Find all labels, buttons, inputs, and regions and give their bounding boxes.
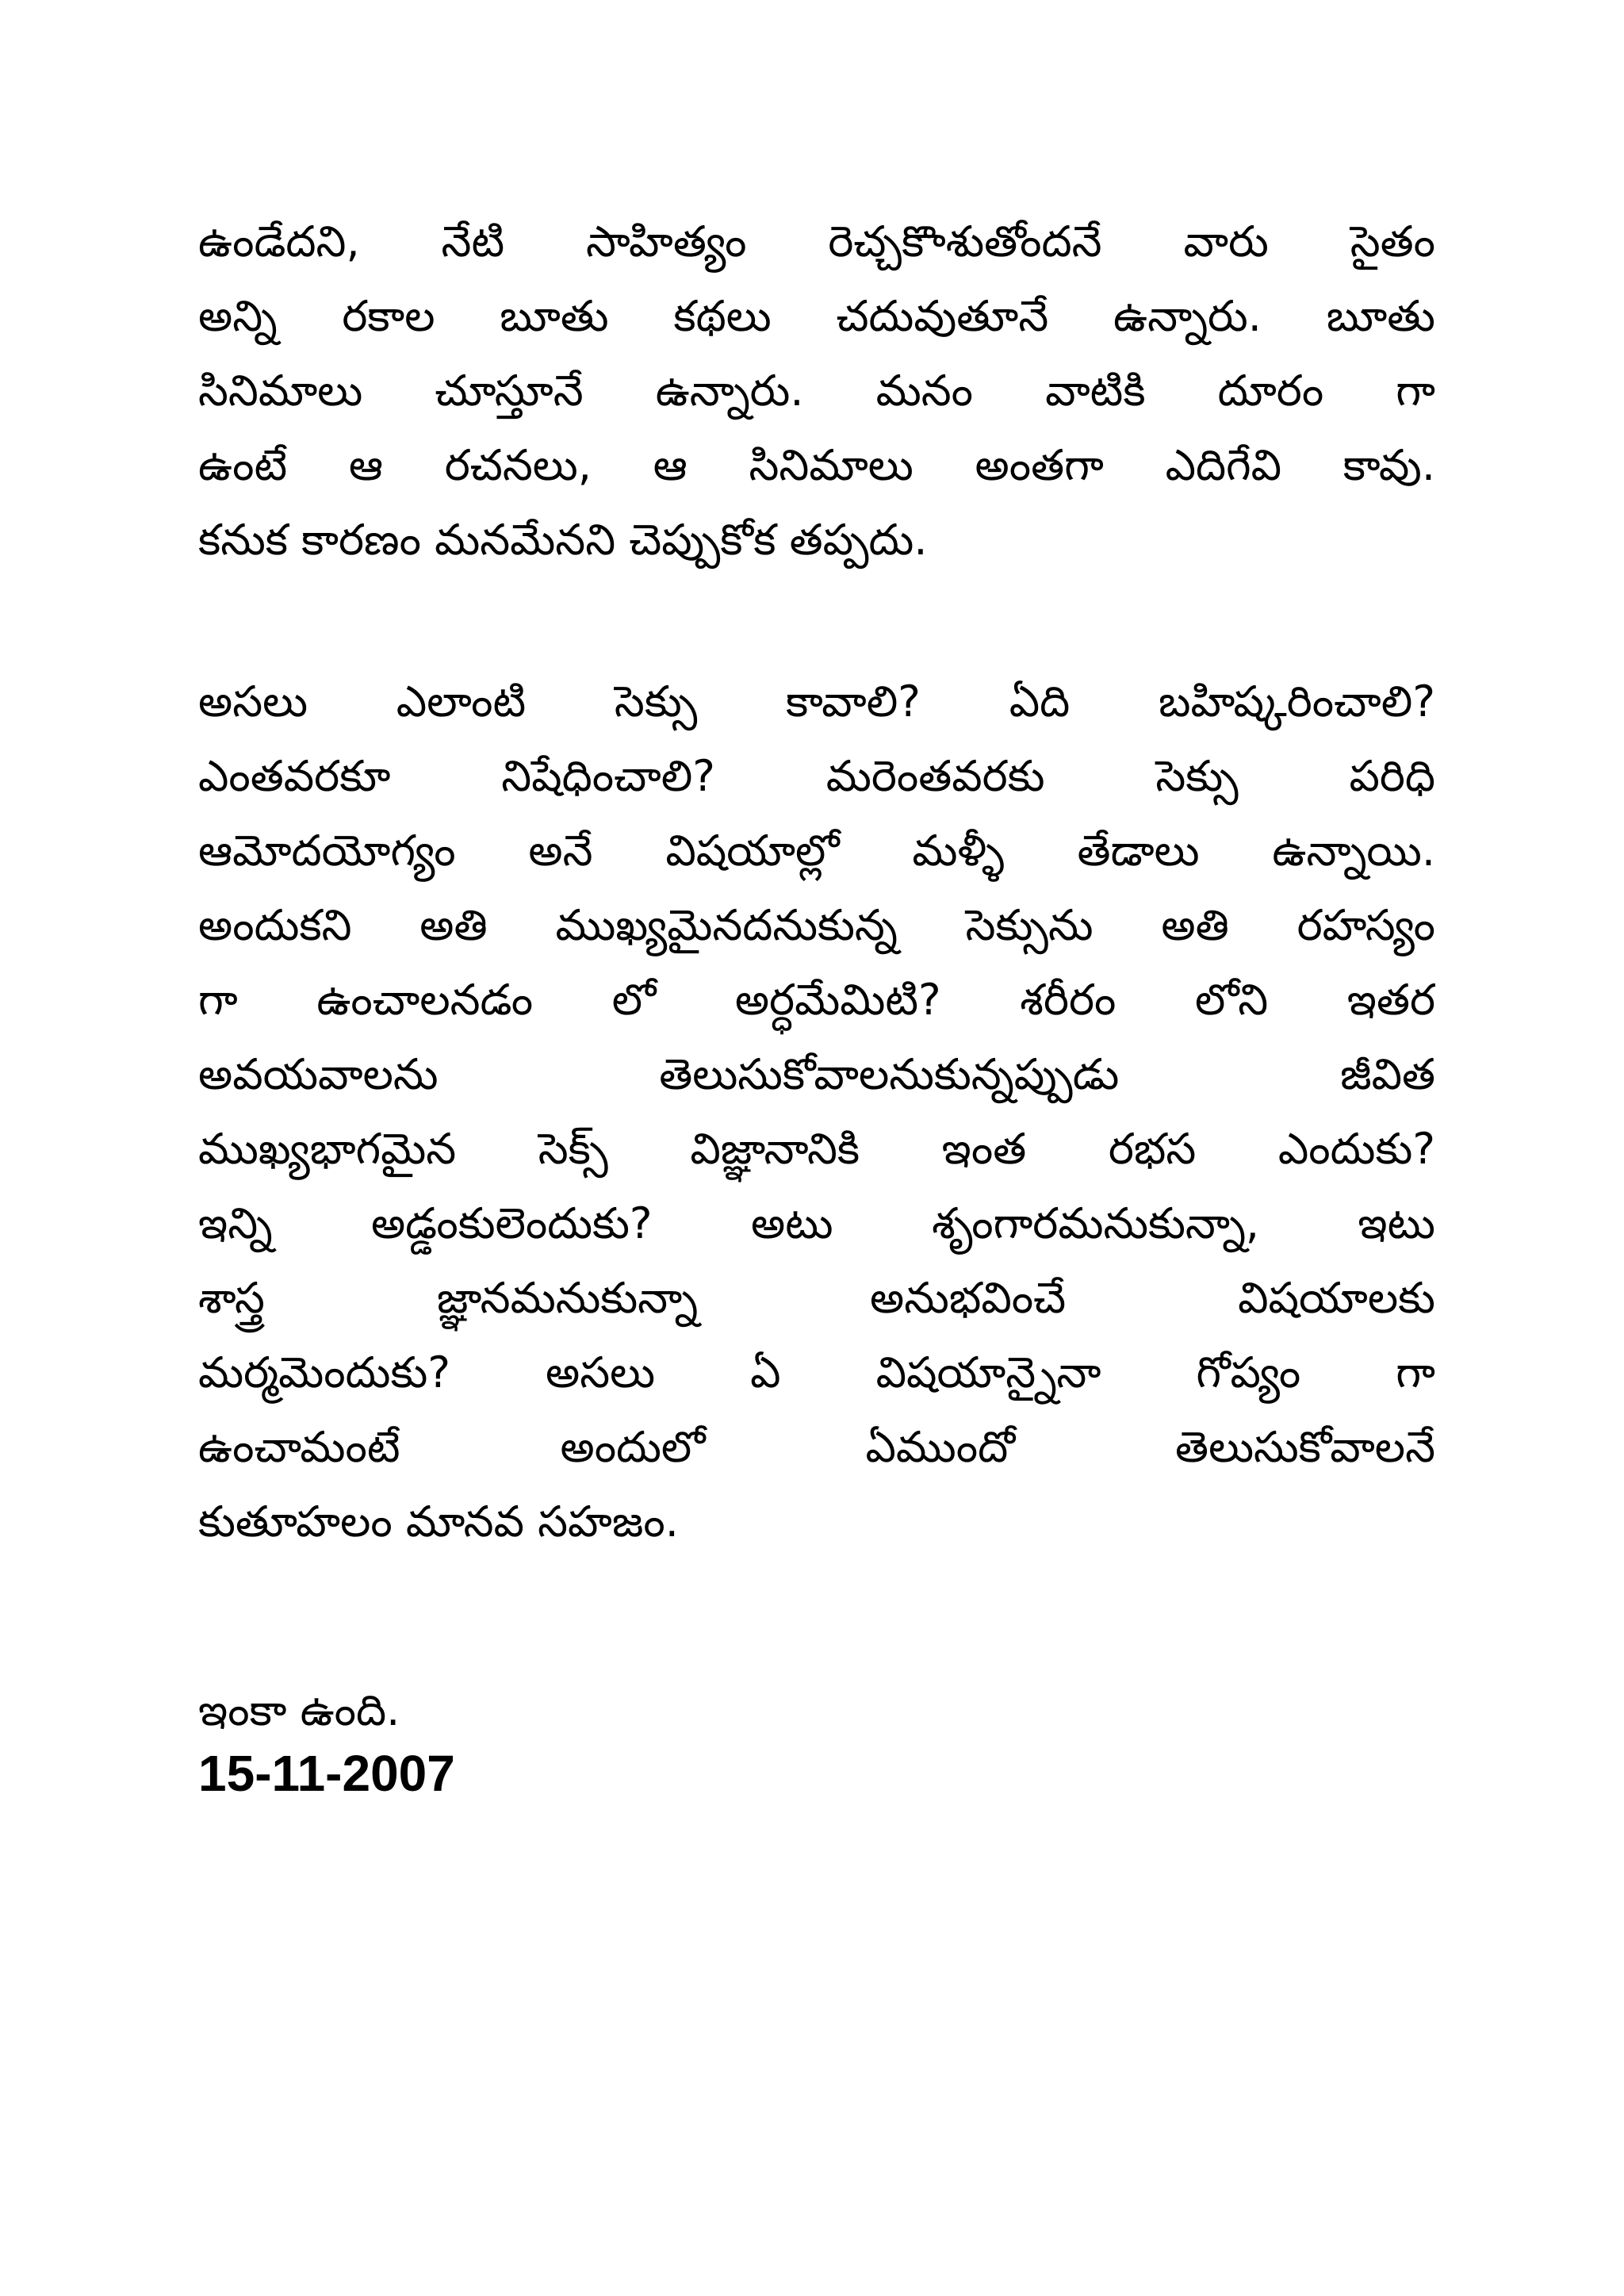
paragraph-line: అందుకని అతి ముఖ్యమైనదనుకున్న సెక్సును అతి రహస్యం <box>198 900 1435 950</box>
paragraph-line: కనుక కారణం మనమేనని చెప్పుకోక తప్పదు. <box>198 515 928 565</box>
paragraph-line: ఉంచామంటే అందులో ఏముందో తెలుసుకోవాలనే <box>198 1422 1435 1472</box>
paragraph-line: అసలు ఎలాంటి సెక్సు కావాలి? ఏది బహిష్కరించాలి? <box>198 677 1435 726</box>
paragraph-1 <box>198 205 1435 577</box>
date-block <box>198 1742 1435 1805</box>
paragraph-line: గా ఉంచాలనడం లో అర్ధమేమిటి? శరీరం లోని ఇతర <box>198 975 1435 1025</box>
paragraph-line: ఇన్ని అడ్డంకులెందుకు? అటు శృంగారమనుకున్నా, ఇటు <box>198 1198 1435 1248</box>
paragraph-line: అన్ని రకాల బూతు కథలు చదువుతూనే ఉన్నారు. బూతు <box>198 291 1435 341</box>
paragraph-line: ఉండేదని, నేటి సాహిత్యం రెచ్చకొాశుతోందనే వారు సైతం <box>198 217 1435 266</box>
closing-note <box>198 1673 1435 1748</box>
paragraph-line: ముఖ్యభాగమైన సెక్స్ విజ్ఞానానికి ఇంత రభస ఎందుకు? <box>198 1124 1435 1174</box>
paragraph-line: ఉంటే ఆ రచనలు, ఆ సినిమాలు అంతగా ఎదిగేవి కావు. <box>198 440 1435 490</box>
paragraph-line: అవయవాలను తెలుసుకోవాలనుకున్నప్పుడు జీవిత <box>198 1049 1435 1099</box>
paragraph-line: కుతూహలం మానవ సహజం. <box>198 1497 679 1547</box>
paragraph-line: ఆమోదయోగ్యం అనే విషయాల్లో మళ్ళీ తేడాలు ఉన్నాయి. <box>198 826 1435 876</box>
paragraph-line: మర్మమెందుకు? అసలు ఏ విషయాన్నైనా గోప్యం గా <box>198 1347 1435 1397</box>
paragraph-line: ఎంతవరకూ నిషేధించాలి? మరెంతవరకు సెక్సు పరిధి <box>198 751 1435 801</box>
paragraph-line: శాస్త్ర జ్ఞానమనుకున్నా అనుభవించే విషయాలకు <box>198 1273 1435 1323</box>
paragraph-2 <box>198 665 1435 1559</box>
to-be-continued-text: ఇంకా ఉంది. <box>198 1685 400 1735</box>
document-date: 15-11-2007 <box>198 1745 455 1802</box>
paragraph-line: సినిమాలు చూస్తూనే ఉన్నారు. మనం వాటికి దూరం గా <box>198 366 1435 416</box>
